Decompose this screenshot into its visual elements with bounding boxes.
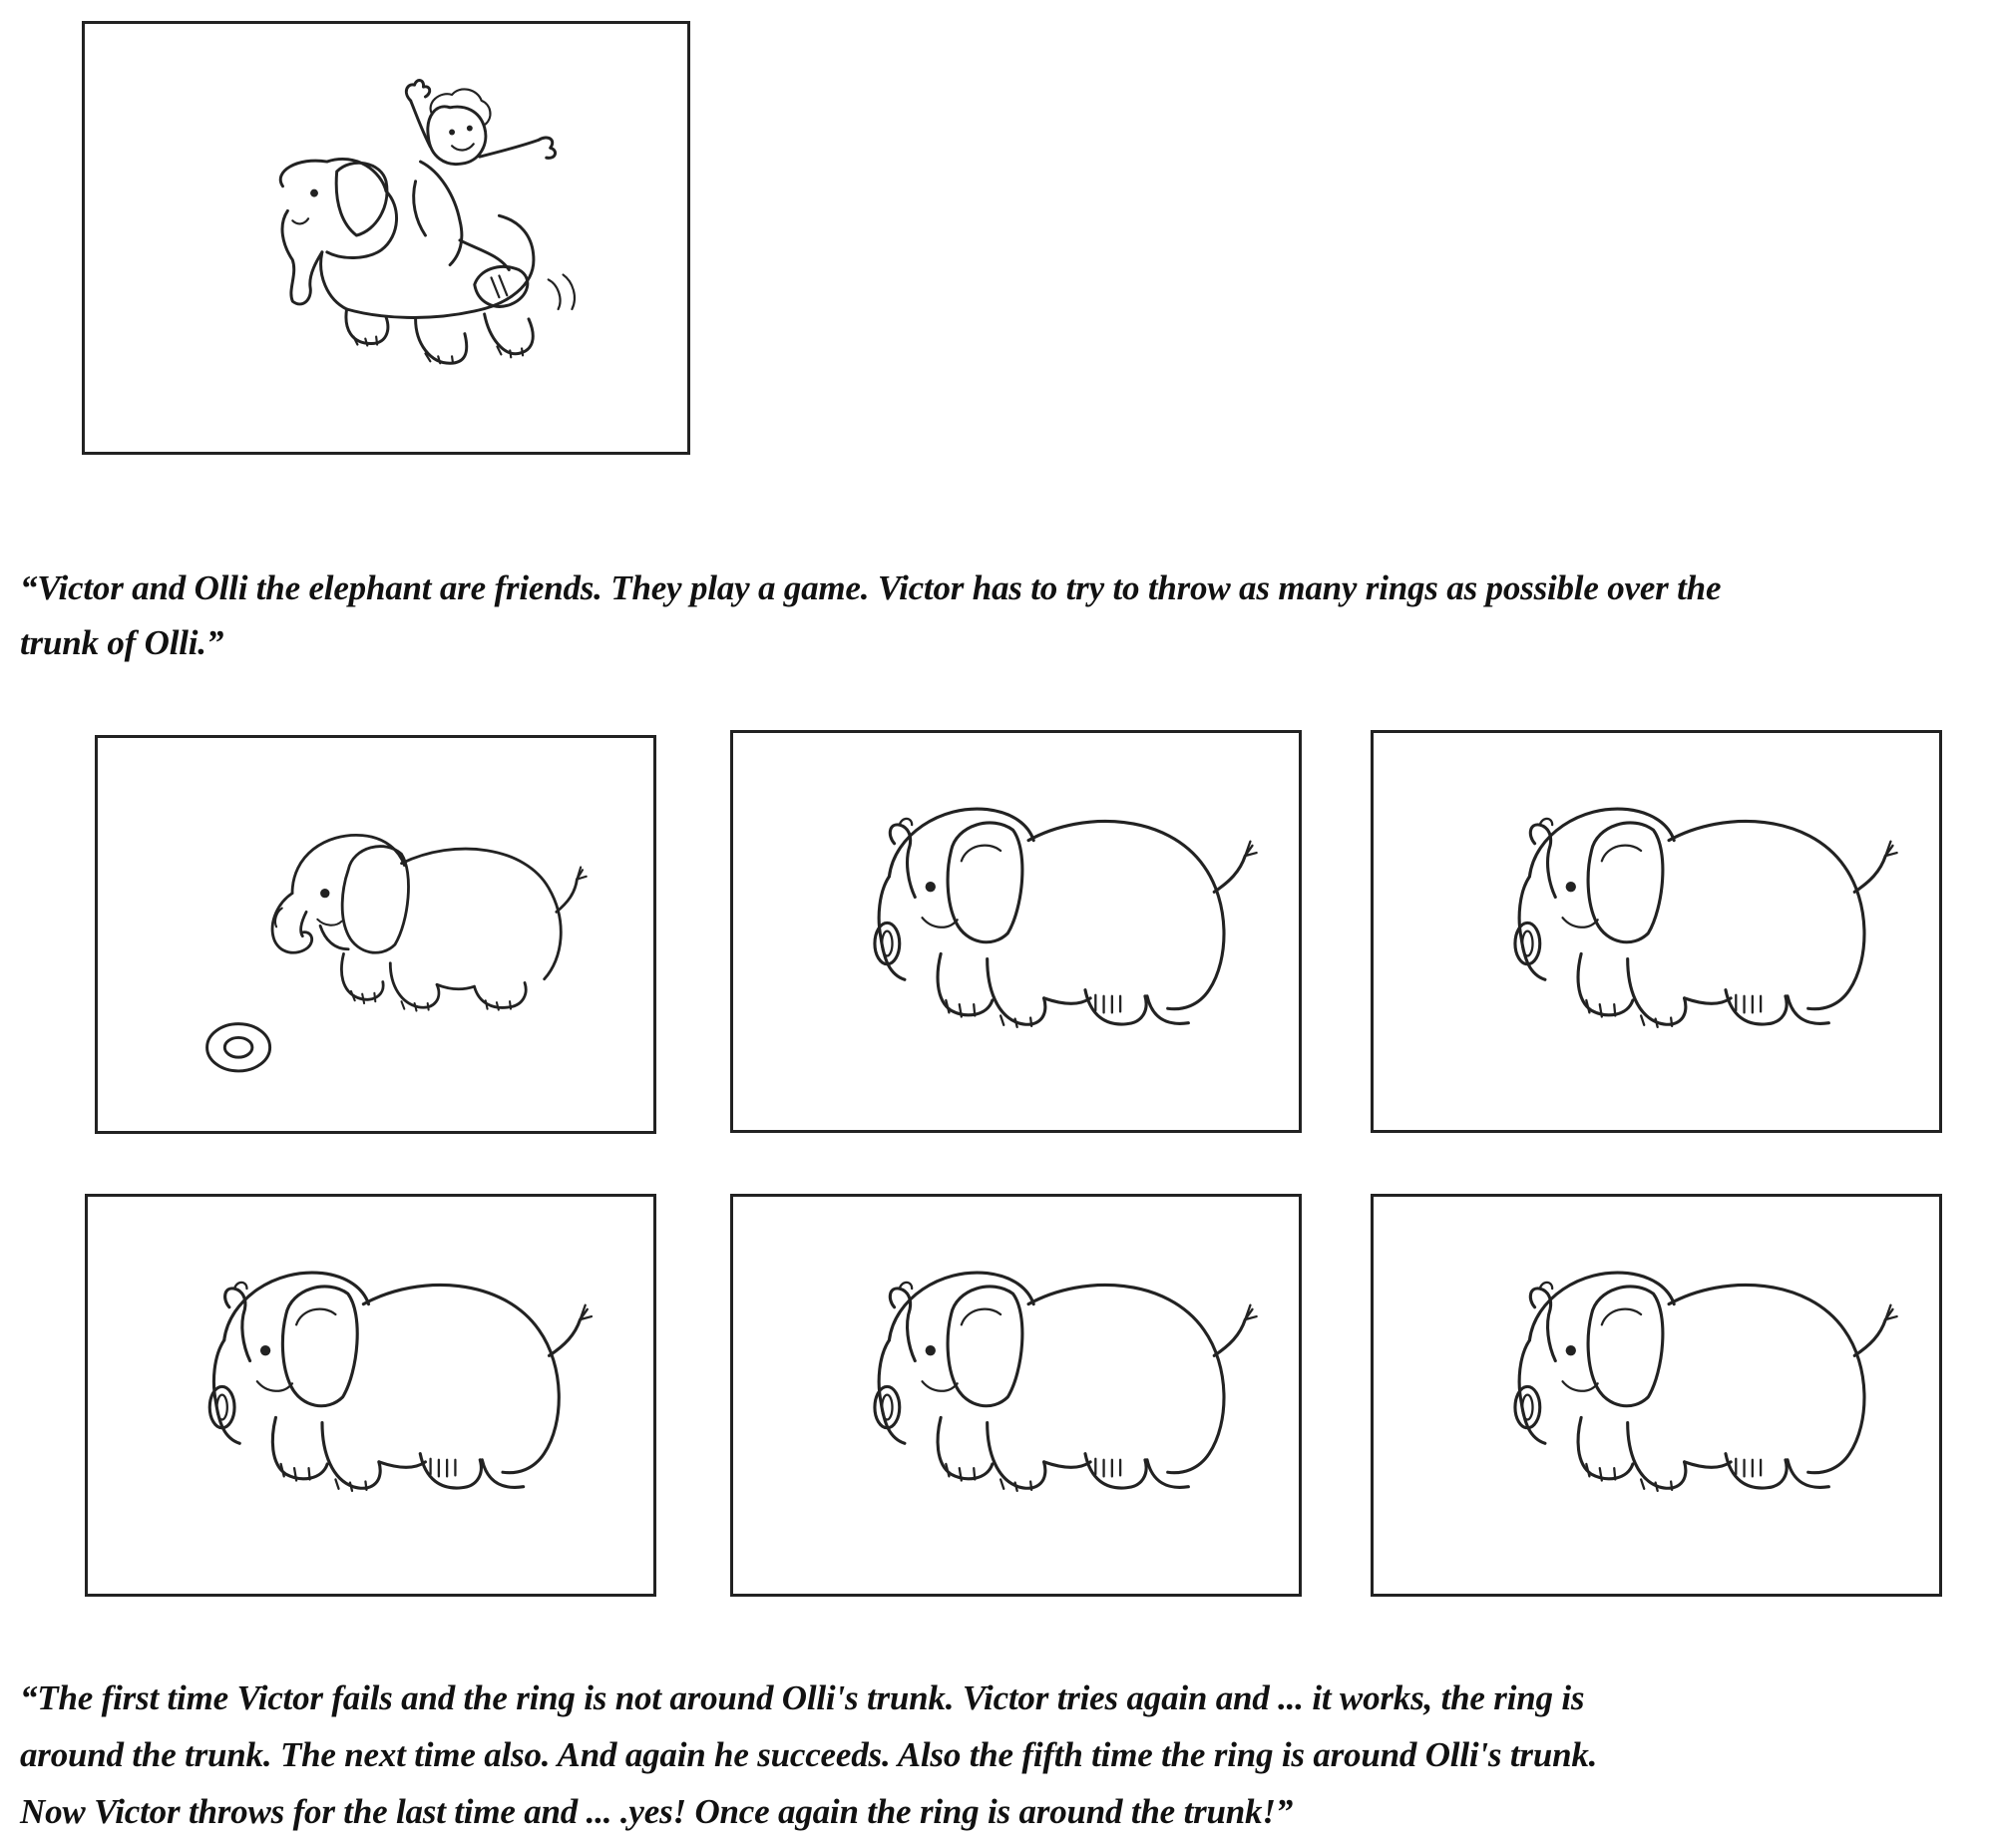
throw-panel-5: [730, 1194, 1302, 1597]
throw-panel-1: [95, 735, 656, 1134]
intro-caption: [20, 560, 1985, 670]
outcome-caption: [20, 1669, 1985, 1840]
elephant-trunk-up-ring-icon: [1374, 733, 1939, 1130]
boy-riding-elephant-icon: [85, 24, 687, 452]
elephant-trunk-down-icon: [98, 738, 653, 1131]
throw-panel-4: [85, 1194, 656, 1597]
elephant-trunk-up-ring-icon: [1374, 1197, 1939, 1594]
throw-panel-6: [1371, 1194, 1942, 1597]
elephant-trunk-up-ring-icon: [733, 733, 1299, 1130]
throw-panel-2: [730, 730, 1302, 1133]
outcome-caption-line-1: “The first time Victor fails and the ring is not around Olli's trunk. Victor tries again and ... it works, the ring is: [20, 1678, 1585, 1717]
outcome-caption-line-3: Now Victor throws for the last time and ... .yes! Once again the ring is around the trunk!”: [20, 1792, 1294, 1831]
elephant-trunk-up-ring-icon: [733, 1197, 1299, 1594]
intro-caption-line-2: trunk of Olli.”: [20, 623, 224, 662]
intro-panel: [82, 21, 690, 455]
elephant-trunk-up-ring-icon: [88, 1197, 653, 1594]
outcome-caption-line-2: around the trunk. The next time also. And again he succeeds. Also the fifth time the ring is around Olli's trunk.: [20, 1735, 1598, 1774]
intro-caption-line-1: “Victor and Olli the elephant are friends. They play a game. Victor has to try to throw as many rings as possible over the: [20, 568, 1722, 607]
throw-panel-3: [1371, 730, 1942, 1133]
ring-on-ground-icon: [207, 1024, 270, 1071]
